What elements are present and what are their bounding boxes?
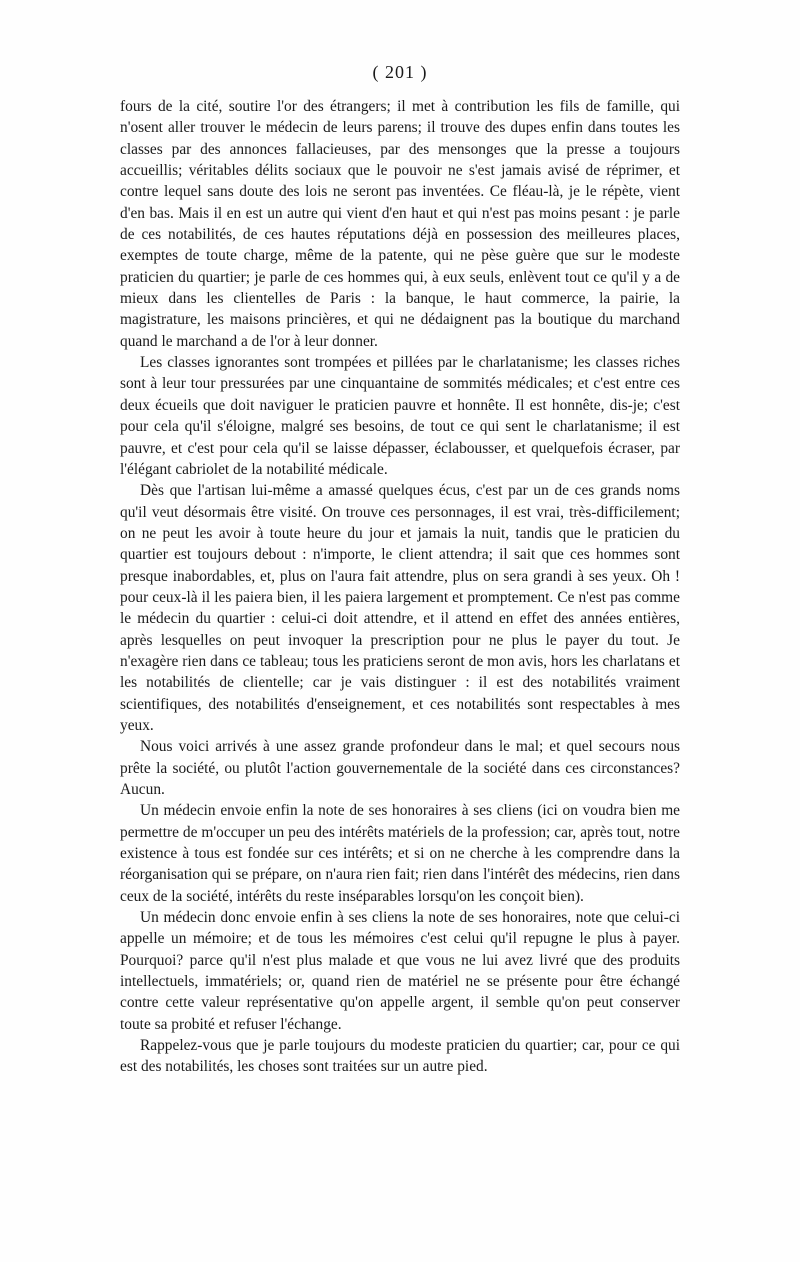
page-number: ( 201 ) (372, 62, 428, 82)
paragraph-2: Les classes ignorantes sont trompées et pillées par le charlatanisme; les classes riches sont à leur tour pressurées par une cinquantaine de sommités médicales; et c'est entre ces deux écueils que doit naviguer le praticien pauvre et honnête. Il est honnête, dis-je; c'est pour cela qu'il s'éloigne, malgré ses besoins, de tout ce qui sent le charlatanisme; il est pauvre, et c'est pour cela qu'il se laisse dépasser, éclabousser, et quelquefois écraser, par l'élégant cabriolet de la notabilité médicale. (120, 354, 680, 478)
paragraph-4: Nous voici arrivés à une assez grande profondeur dans le mal; et quel secours nous prête la société, ou plutôt l'action gouvernementale de la société dans ces circonstances? Aucun. (120, 738, 680, 798)
paragraph-7: Rappelez-vous que je parle toujours du modeste praticien du quartier; car, pour ce qui est des notabilités, les choses sont traitées sur un autre pied. (120, 1037, 680, 1076)
body-text (120, 96, 680, 1078)
paragraph-5: Un médecin envoie enfin la note de ses honoraires à ses cliens (ici on voudra bien me permettre de m'occuper un peu des intérêts matériels de la profession; car, après tout, notre existence à tous est fondée sur ces intérêts; et si on ne cherche à les comprendre dans la réorganisation qui se prépare, on n'aura rien fait; rien dans l'intérêt des médecins, rien dans ceux de la société, intérêts du reste inséparables lorsqu'on les conçoit bien). (120, 802, 680, 905)
paragraph-3: Dès que l'artisan lui-même a amassé quelques écus, c'est par un de ces grands noms qu'il veut désormais être visité. On trouve ces personnages, il est vrai, très-difficilement; on ne peut les avoir à toute heure du jour et jamais la nuit, tandis que le praticien du quartier est toujours debout : n'importe, le client attendra; il sait que ces hommes sont presque inabordables, et, plus on l'aura fait attendre, plus on sera grandi à ses yeux. Oh ! pour ceux-là il les paiera bien, il les paiera largement et promptement. Ce n'est pas comme le médecin du quartier : celui-ci doit attendre, et il attend en effet des années entières, après lesquelles on peut invoquer la prescription pour ne plus le payer du tout. Je n'exagère rien dans ce tableau; tous les praticiens seront de mon avis, hors les charlatans et les notabilités de clientelle; car je vais distinguer : il est des notabilités vraiment scientifiques, des notabilités d'enseignement, et ces notabilités sont respectables à mes yeux. (120, 482, 680, 734)
paragraph-1: fours de la cité, soutire l'or des étrangers; il met à contribution les fils de famille, qui n'osent aller trouver le médecin de leurs parens; il trouve des dupes enfin dans toutes les classes par des annonces fallacieuses, par des mensonges que la presse a toujours accueillis; véritables délits sociaux que le pouvoir ne s'est jamais avisé de réprimer, et contre lequel sans doute des lois ne seront pas inventées. Ce fléau-là, je le répète, vient d'en bas. Mais il en est un autre qui vient d'en haut et qui n'est pas moins pesant : je parle de ces notabilités, de ces hautes réputations déjà en possession des meilleures places, exemptes de toute charge, même de la patente, qui ne pèse guère que sur le modeste praticien du quartier; je parle de ces hommes qui, à eux seuls, enlèvent tout ce qu'il y a de mieux dans les clientelles de Paris : la banque, le haut commerce, la pairie, la magistrature, les maisons princières, et qui ne dédaignent pas la boutique du marchand quand le marchand a de l'or à leur donner. (120, 98, 680, 350)
paragraph-6: Un médecin donc envoie enfin à ses cliens la note de ses honoraires, note que celui-ci appelle un mémoire; et de tous les mémoires c'est celui qu'il repugne le plus à payer. Pourquoi? parce qu'il n'est plus malade et que vous ne lui avez livré que des produits intellectuels, immatériels; or, quand rien de matériel ne se présente pour être échangé contre cette valeur représentative qu'on appelle argent, il semble qu'on peut conserver toute sa probité et refuser l'échange. (120, 909, 680, 1033)
